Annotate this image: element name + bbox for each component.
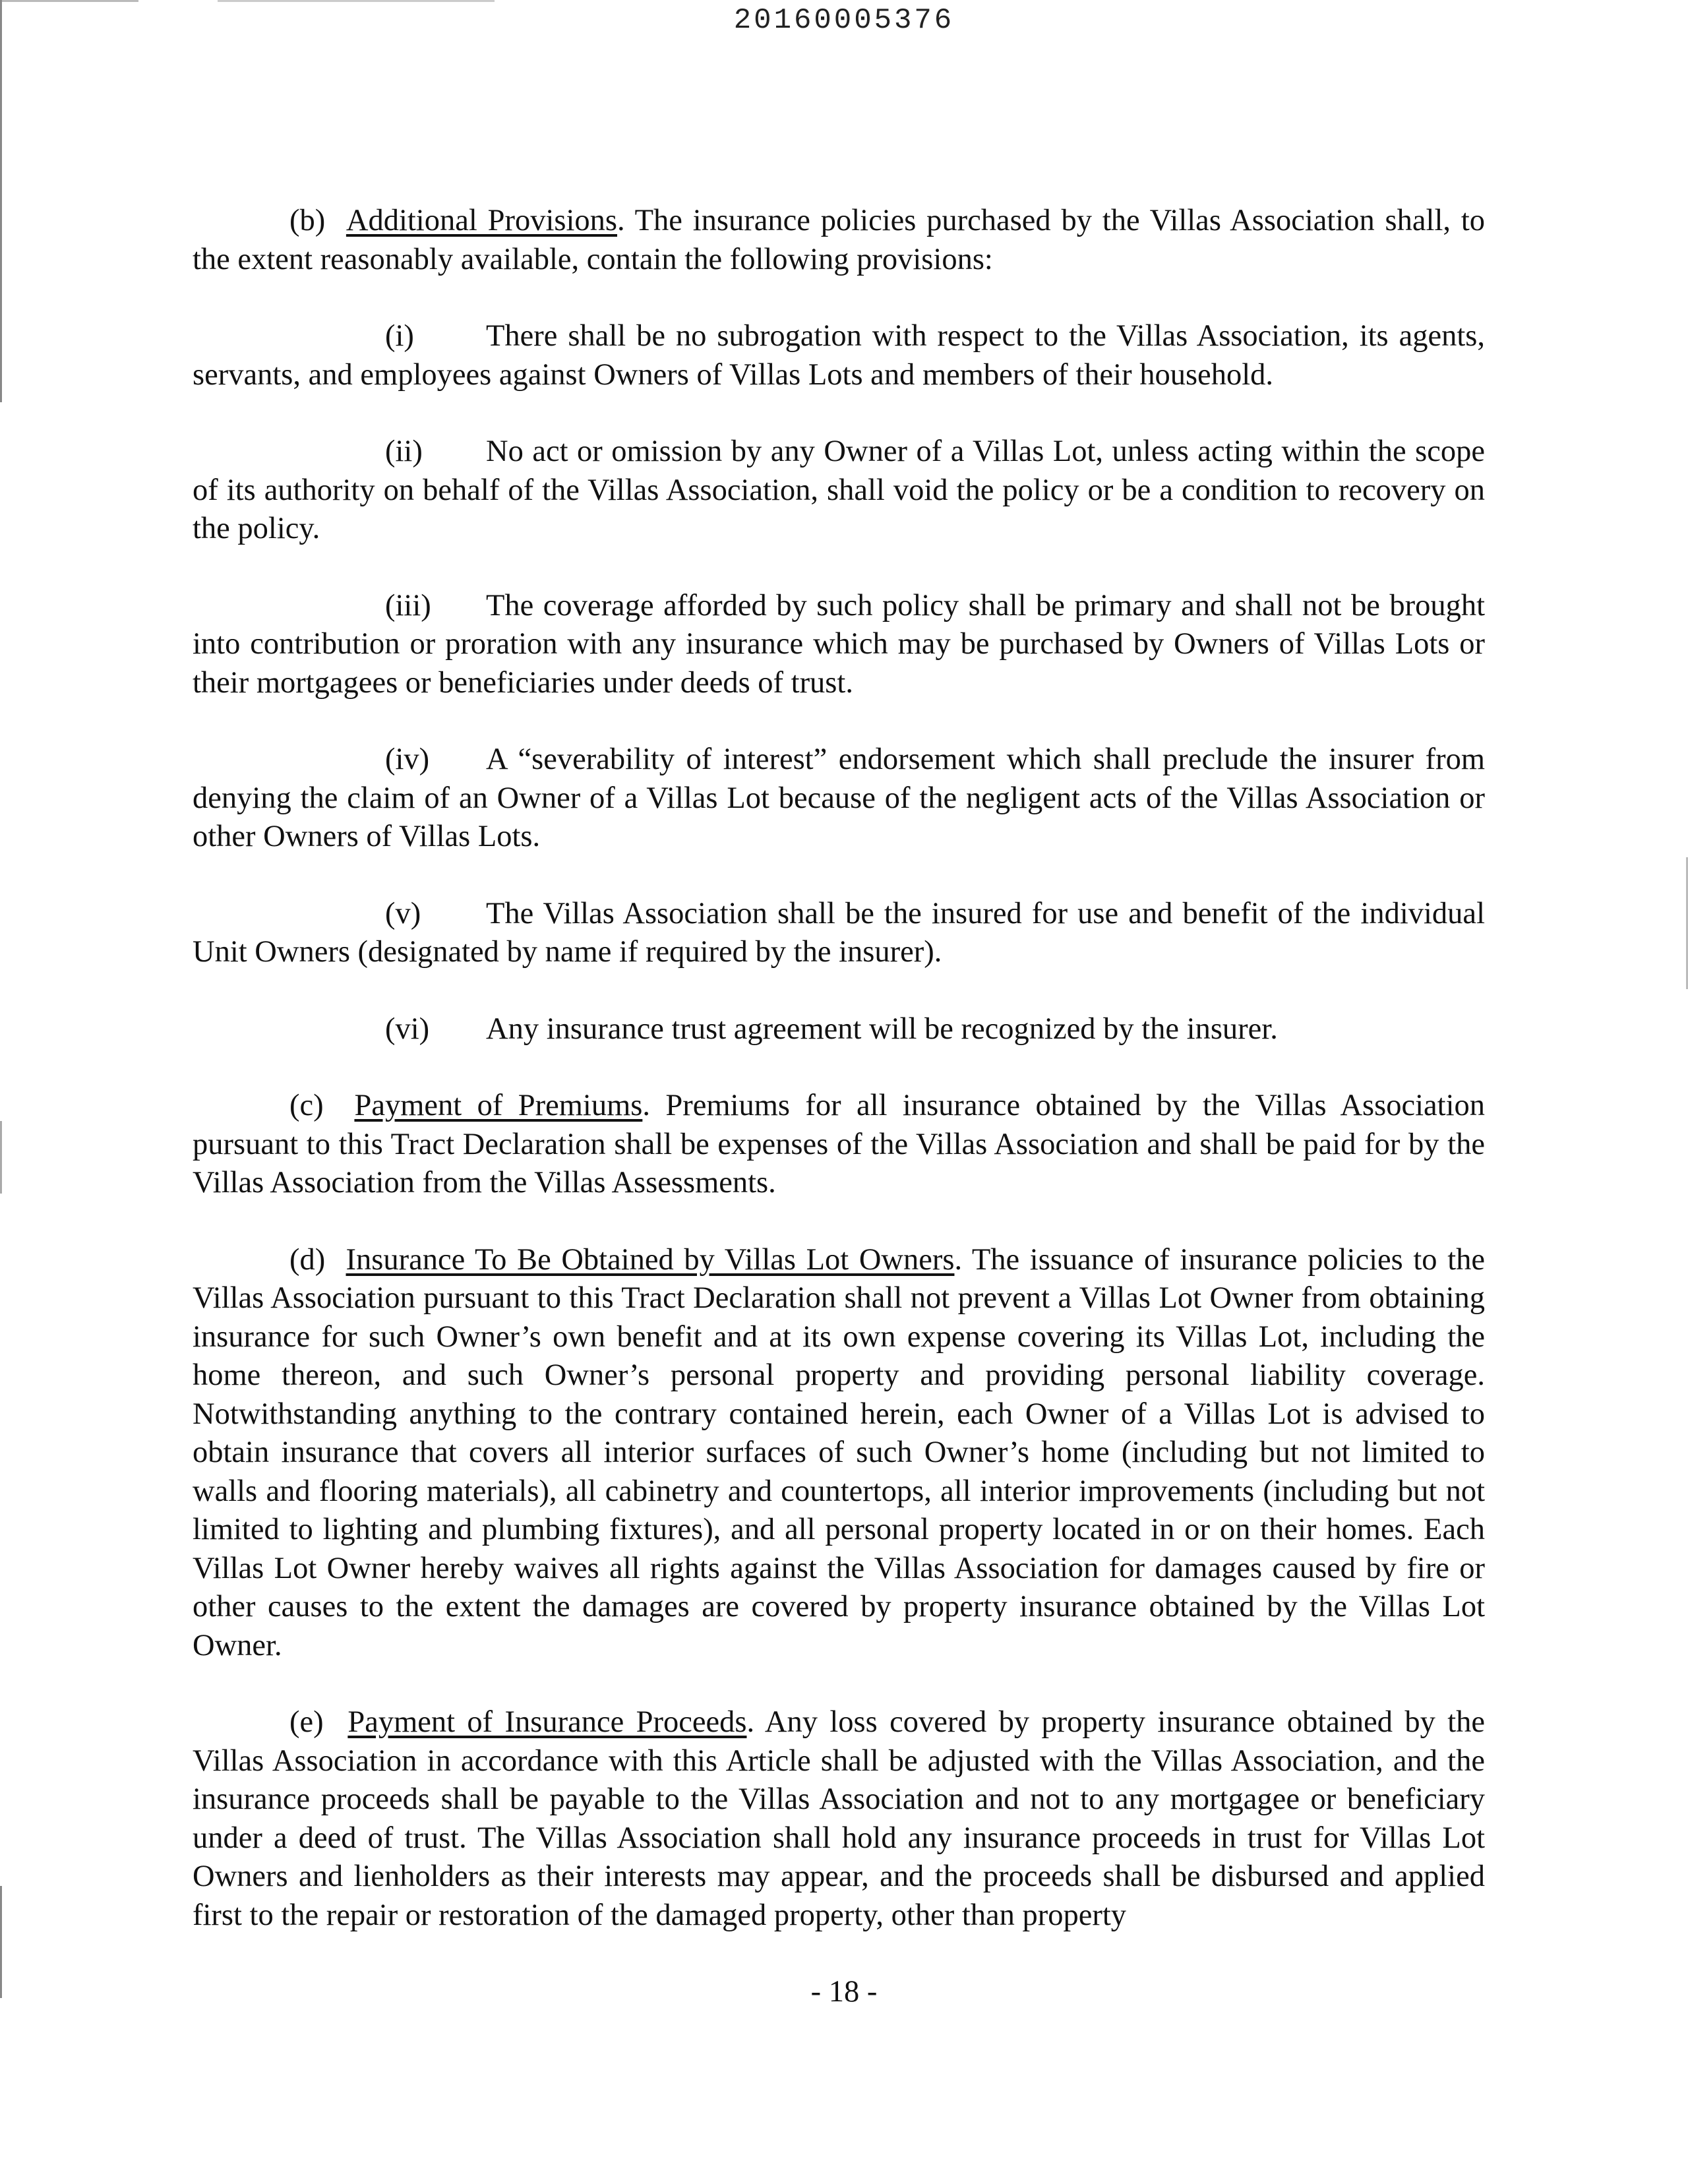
paragraph-d — [193, 1241, 1485, 1666]
paragraph-d-heading: Insurance To Be Obtained by Villas Lot Owners — [346, 1242, 955, 1277]
paragraph-c-text: . Premiums for all insurance obtained by the Villas Association pursuant to this Tract Declaration shall be expenses of the Villas Association and shall be paid for by the Villas Association from the Villas Assessments. — [193, 1089, 1486, 1199]
paragraph-i-text: There shall be no subrogation with respect to the Villas Association, its agents, servants, and employees against Owners of Villas Lots and members of their household. — [193, 319, 1485, 392]
page-number: - 18 - — [810, 1975, 878, 2009]
paragraph-e — [193, 1703, 1485, 1935]
paragraph-i — [193, 317, 1485, 394]
scan-edge-top — [0, 0, 1688, 2]
paragraph-ii-text: No act or omission by any Owner of a Villas Lot, unless acting within the scope of its authority on behalf of the Villas Association, shall void the policy or be a condition to recovery on the policy. — [193, 435, 1485, 545]
paragraph-iii-text: The coverage afforded by such policy shall be primary and shall not be brought into contribution or proration with any insurance which may be purchased by Owners of Villas Lots or their mortgagees or beneficiaries under deeds of trust. — [193, 588, 1485, 700]
paragraph-vi-text: Any insurance trust agreement will be recognized by the insurer. — [486, 1012, 1278, 1046]
paragraph-e-label: (e) — [289, 1705, 324, 1739]
paragraph-c-label: (c) — [289, 1089, 324, 1122]
paragraph-c — [193, 1087, 1485, 1203]
paragraph-v-label: (v) — [385, 896, 421, 930]
paragraph-iv-label: (iv) — [385, 743, 430, 776]
scan-edge-left — [0, 0, 2, 2184]
paragraph-iv-text: A “severability of interest” endorsement which shall preclude the insurer from denying the claim of an Owner of a Villas Lot because of the negligent acts of the Villas Association or other Owners of Villas Lots. — [193, 743, 1485, 853]
paragraph-c-heading: Payment of Premiums — [354, 1089, 643, 1122]
paragraph-e-text: . Any loss covered by property insurance obtained by the Villas Association in accordance with this Article shall be adjusted with the Villas Association, and the insurance proceeds shall be payable to the Villas Association and not to any mortgagee or beneficiary under a deed of trust. The Villas Association shall hold any insurance proceeds in trust for Villas Lot Owners and lienholders as their interests may appear, and the proceeds shall be disbursed and applied first to the repair or restoration of the damaged property, other than property — [193, 1705, 1486, 1932]
paragraph-e-heading: Payment of Insurance Proceeds — [347, 1705, 747, 1739]
paragraph-b — [193, 202, 1485, 279]
paragraph-vi-label: (vi) — [385, 1012, 430, 1046]
paragraph-ii — [193, 433, 1485, 549]
paragraph-b-heading: Additional Provisions — [346, 204, 617, 237]
paragraph-d-label: (d) — [289, 1242, 326, 1277]
paragraph-d-text: . The issuance of insurance policies to the Villas Association pursuant to this Tract Declaration shall not prevent a Villas Lot Owner from obtaining insurance for such Owner’s own benefit and at its own expense covering its Villas Lot, including the home thereon, and such Owner’s personal property and providing personal liability coverage. Notwithstanding anything to the contrary contained herein, each Owner of a Villas Lot is advised to obtain insurance that covers all interior surfaces of such Owner’s home (including but not limited to walls and flooring materials), all cabinetry and countertops, all interior improvements (including but not limited to lighting and plumbing fixtures), and all personal property located in or on their homes. Each Villas Lot Owner hereby waives all rights against the Villas Association for damages caused by fire or other causes to the extent the damages are covered by property insurance obtained by the Villas Lot Owner. — [193, 1242, 1486, 1662]
paragraph-v — [193, 895, 1485, 972]
paragraph-b-text: . The insurance policies purchased by the Villas Association shall, to the extent reasonably available, contain the following provisions: — [193, 204, 1486, 276]
paragraph-vi — [193, 1010, 1485, 1049]
paragraph-i-label: (i) — [385, 319, 414, 353]
paragraph-iv — [193, 741, 1485, 857]
document-number: 20160005376 — [733, 4, 955, 37]
document-body — [193, 202, 1485, 1935]
paragraph-iii — [193, 587, 1485, 703]
paragraph-b-label: (b) — [289, 204, 326, 237]
paragraph-ii-label: (ii) — [385, 435, 423, 468]
paragraph-v-text: The Villas Association shall be the insured for use and benefit of the individual Unit Owners (designated by name if required by the insurer). — [193, 896, 1485, 969]
paragraph-iii-label: (iii) — [385, 588, 431, 622]
